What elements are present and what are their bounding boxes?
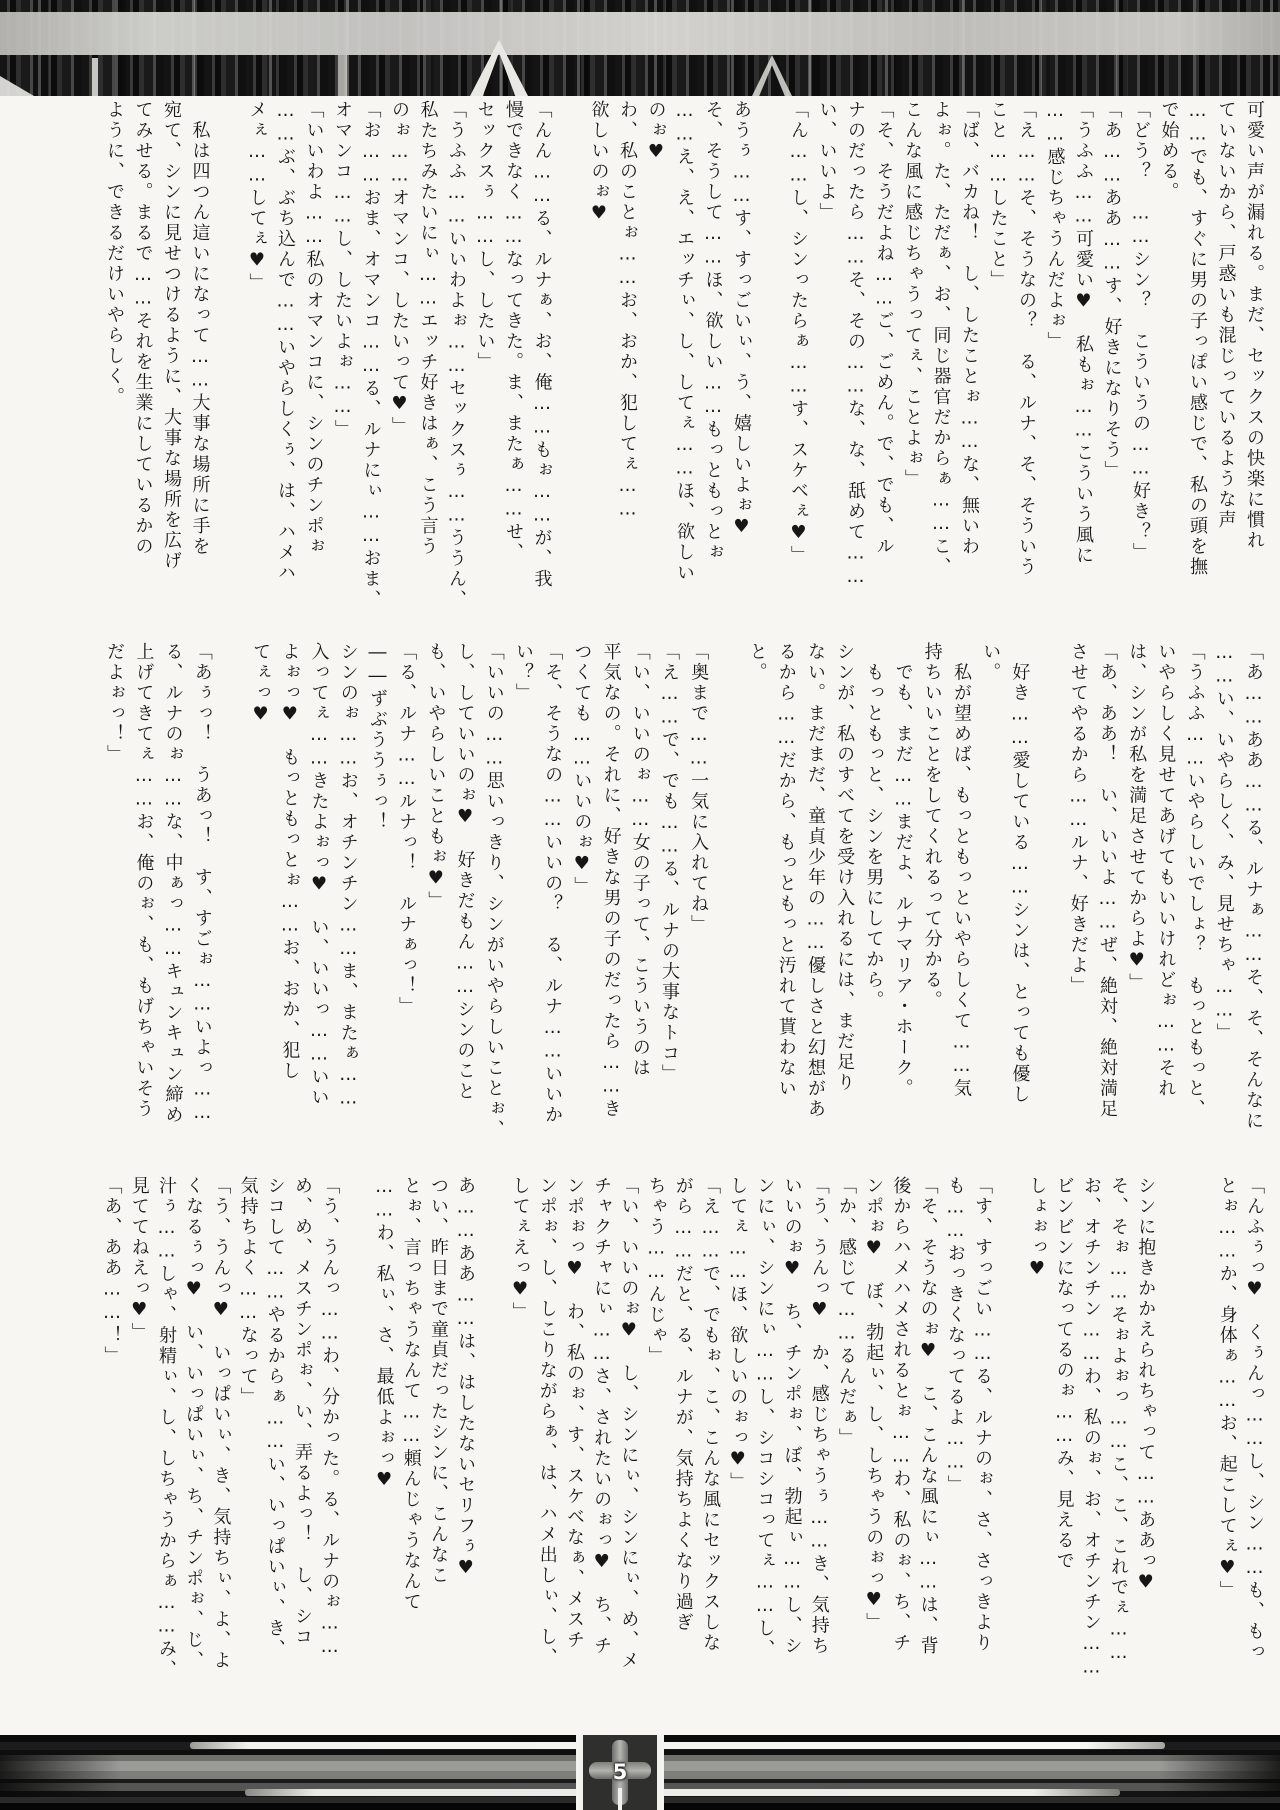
text-column: るから……だから、もっともっと汚れて貰わない: [775, 642, 797, 1099]
text-column: のぉ……オマンコ、したいって♥」: [389, 100, 410, 437]
text-column: 気持ちよく……なって」: [237, 1176, 259, 1408]
banner-stripe-decor: [190, 1742, 1165, 1749]
text-band-2: [85, 642, 1268, 1142]
text-column: 「あ……ああ……る、ルナぁ……そ、そ、そんなに: [1243, 642, 1264, 1132]
text-column: 「うふふ……可愛い♥ 私もぉ……こういう風に: [1073, 100, 1094, 566]
text-column: い。: [980, 642, 1002, 683]
text-column: 私が望めば、もっともっといやらしくて……気: [950, 642, 972, 1099]
text-column: 「あ……ああ……す、好きになりそう」: [1101, 100, 1123, 481]
text-column: 「え……で、でもぉ、こ、こんな風にセックスしな: [699, 1176, 721, 1654]
text-column: [217, 642, 246, 1142]
text-column: 欲しいのぉ♥: [588, 100, 610, 226]
text-column: オマンコ……し、したいよぉ……」: [332, 100, 353, 440]
text-column: シンのぉ……お、オチンチン……ま、またぁ……: [337, 642, 359, 1111]
text-column: 汁ぅ……しゃ、射精ぃ、し、しちゃうからぁ……み、: [155, 1176, 177, 1680]
text-column: [1159, 1176, 1186, 1691]
text-column: 「あ、ああ……！」: [101, 1176, 123, 1367]
text-column: ……わ、私ぃ、さ、最低よぉっ♥: [373, 1176, 395, 1493]
text-column: つくても……いいのぉ♥」: [571, 642, 593, 897]
text-column: メぇ……してぇ♥」: [246, 100, 268, 294]
text-column: 「ば、バカね！ し、したことぉ……な、無いわ: [959, 100, 980, 557]
text-column: わ、私のことぉ……お、おか、犯してぇ……: [617, 100, 638, 522]
photo-highlight-decor: [92, 58, 98, 96]
text-column: ――ずぶううぅっ！: [366, 642, 388, 833]
text-column: くなるぅっ♥ い、いっぱいぃ、ち、チンポぉ、じ、: [183, 1176, 205, 1671]
text-column: 「そ、そうだよね……ご、ごめん。で、でも、ル: [873, 100, 895, 557]
text-column: いいのぉ♥ ち、チンポぉ、ぼ、勃起ぃ……し、シ: [781, 1176, 803, 1657]
text-column: [713, 642, 742, 1142]
text-column: [479, 1176, 506, 1691]
text-column: とぉ……か、身体ぁ……お、起こしてぇ♥」: [1216, 1176, 1238, 1601]
text-column: 「か、感じて……るんだぁ」: [836, 1176, 857, 1449]
text-column: あ……ああ……は、はしたないセリフぅ♥: [455, 1176, 477, 1581]
text-column: してぇ……ほ、欲しいのぉっ♥」: [727, 1176, 749, 1493]
text-column: 「そ、そうなの……いいの？ る、ルナ……いいか: [542, 642, 564, 1126]
text-column: こと……したこと」: [987, 100, 1009, 291]
text-column: だよぉっ！」: [104, 642, 126, 765]
text-column: る、ルナのぉ……な、中ぁっ……キュンキュン締め: [162, 642, 184, 1126]
text-column: お、オチンチン……わ、私のぉ、お、オチンチン……: [1080, 1176, 1102, 1680]
text-column: 「うふふ……いいわよぉ……セックスぅ……ううん、: [446, 100, 467, 610]
text-column: 「え……そ、そうなの？ る、ルナ、そ、そういう: [1016, 100, 1037, 578]
text-column: よぉっ♥ もっともっとぉ……お、おか、犯し: [279, 642, 301, 1082]
bottom-photo-banner: [0, 1735, 1280, 1810]
text-column: は、シンが私を満足させてからよ♥」: [1126, 642, 1148, 994]
text-column: 「いいわよ……私のオマンコに、シンのチンポぉ: [303, 100, 325, 557]
banner-stripe-decor: [245, 1789, 1120, 1796]
text-column: 宛て、シンに見せつけるように、大事な場所を広げ: [161, 100, 182, 572]
photo-light-band-decor: [0, 12, 1280, 55]
text-column: あうぅ……す、すっごいぃ、う、嬉しいよぉ♥: [731, 100, 752, 540]
text-column: チャクチャにぃ……さ、されたいのぉっ♥ ち、チ: [591, 1176, 613, 1657]
text-column: ンにぃ、シンにぃ……し、シコシコってぇ……し、: [754, 1176, 776, 1660]
text-band-1: [85, 100, 1268, 645]
text-column: [1034, 642, 1063, 1142]
text-column: もっともっと、シンを男にしてから。: [863, 642, 885, 1011]
text-column: 平気なの。それに、好きな男の子のだったら……き: [600, 642, 622, 1120]
text-column: ビンビンになってるのぉ……み、見えるで: [1053, 1176, 1075, 1572]
text-column: 「んふぅっ♥ くぅんっ……し、シン……も、もっ: [1244, 1176, 1265, 1663]
text-column: ンポぉ♥ ぼ、勃起ぃ、し、しちゃうのぉっ♥」: [863, 1176, 885, 1633]
text-column: 慢できなく……なってきた。ま、またぁ……せ、: [503, 100, 524, 563]
text-column: てみせる。まるで……それを生業にしているかの: [132, 100, 154, 557]
page-number: 5: [612, 1759, 628, 1784]
text-column: セックスぅ……し、したい」: [474, 100, 496, 373]
text-band-3: [85, 1176, 1268, 1691]
text-column: で始める。: [1158, 100, 1180, 203]
text-column: つい、昨日まで童貞だったシンに、こんなこ: [427, 1176, 449, 1586]
text-column: 「どう？ ……シン？ こういうの……好き？」: [1130, 100, 1151, 563]
text-column: 上げてきてぇ……お、俺のぉ、も、もげちゃいそう: [133, 642, 155, 1120]
text-column: と。: [746, 642, 768, 683]
text-column: ンポぉ、し、しこりながらぁ、は、ハメ出しぃ、し、: [536, 1176, 558, 1668]
text-column: よぉ。た、ただぁ、お、同じ器官だからぁ……こ、: [930, 100, 952, 578]
text-column: 私は四つん這いになって……大事な場所に手を: [189, 100, 211, 557]
text-column: ……ぶ、ぶち込んで……いやらしくぅ、は、ハメハ: [275, 100, 296, 584]
top-photo-banner: [0, 0, 1280, 96]
text-column: ちゃう……んじゃ」: [645, 1176, 667, 1367]
text-column: てぇっ♥: [250, 642, 272, 727]
text-column: がら……だと、る、ルナが、気持ちよくなり過ぎ: [672, 1176, 694, 1633]
text-column: 見ててねえっ♥」: [128, 1176, 150, 1343]
text-column: しょぉっ♥: [1026, 1176, 1048, 1282]
text-column: も……おっきくなってるよ……」: [944, 1176, 966, 1496]
text-column: 「奥まで……一気に入れてね」: [688, 642, 710, 935]
text-column: も、いやらしいこともぉ♥」: [425, 642, 447, 912]
text-column: 「あぅっ！ うあっ！ す、すごぉ……いよっ……: [191, 642, 213, 1126]
text-column: 持ちいいことをしてくれるって分かる。: [921, 642, 943, 1011]
text-column: ……でも、すぐに男の子っぽい感じで、私の頭を撫: [1187, 100, 1208, 578]
text-column: ない。まだまだ、童貞少年の……優しさと幻想があ: [804, 642, 826, 1120]
text-column: 私たちみたいにぃ……エッチ好きはぁ、こう言う: [417, 100, 439, 557]
text-column: 「う、うんっ♥ いっぱいぃ、き、気持ちぃ、よ、よ: [210, 1176, 232, 1671]
text-column: 「う、うんっ♥ か、感じちゃうぅ……き、気持ち: [808, 1176, 830, 1657]
text-column: い、いいよ」: [816, 100, 838, 223]
photo-highlight-decor: [338, 55, 347, 96]
banner-fade-decor: [0, 1755, 120, 1797]
cross-stem-decor: [618, 1788, 622, 1810]
text-column: シンが、私のすべてを受け入れるには、まだ足り: [834, 642, 856, 1093]
text-column: [556, 100, 585, 645]
text-column: させてやるから……ルナ、好きだよ」: [1067, 642, 1089, 997]
text-column: とぉ、言っちゃうなんて……頼んじゃうなんて: [400, 1176, 422, 1613]
text-column: こんな風に感じちゃうってぇ、ことよぉ」: [902, 100, 923, 490]
text-column: 「る、ルナ……ルナっ！ ルナぁっ！」: [396, 642, 418, 1017]
text-column: し、していいのぉ♥ 好きだもん……シンのこと: [454, 642, 476, 1102]
text-column: 可愛い声が漏れる。まだ、セックスの快楽に慣れ: [1244, 100, 1265, 551]
text-column: 「んん……る、ルナぁ、お、俺……もぉ……が、我: [531, 100, 553, 590]
text-column: [755, 100, 784, 645]
text-column: 「い、いいのぉ♥ し、シンにぃ、シンにぃ、め、メ: [618, 1176, 640, 1671]
banner-fade-decor: [1160, 1755, 1280, 1797]
text-column: い？」: [512, 642, 534, 704]
text-column: 後からハメハメされるとぉ……わ、私のぉ、ち、チ: [890, 1176, 912, 1654]
text-column: 入ってぇ……きたよぉっ♥ い、いいっ……いい: [308, 642, 330, 1108]
text-column: [343, 1176, 370, 1691]
text-column: そ、そうして……ほ、欲しい……もっともっとぉ: [702, 100, 724, 563]
text-column: ……え、え、エッチぃ、し、してぇ……ほ、欲しい: [674, 100, 695, 584]
text-column: 「ん……し、シンったらぁ……す、スケベぇ♥」: [788, 100, 809, 566]
text-column: 「い、いいのぉ……女の子って、こういうのは: [629, 642, 651, 1079]
text-column: 「そ、そうなのぉ♥ こ、こんな風にぃ……は、背: [917, 1176, 939, 1657]
text-column: そ、そぉ……そぉよぉっ……こ、こ、これでぇ……: [1108, 1176, 1130, 1666]
text-column: シンに抱きかかえられちゃって……ああっ♥: [1135, 1176, 1157, 1595]
text-column: 「あ、ああ！ い、いいよ……ぜ、絶対、絶対満足: [1096, 642, 1118, 1120]
text-column: 「お……おま、オマンコ……る、ルナにぃ……おま、: [360, 100, 382, 610]
text-column: 「う、うんっ……わ、分かった。る、ルナのぉ……: [319, 1176, 341, 1660]
text-column: め、め、メスチンポぉ、い、弄るよっ！ し、シコ: [291, 1176, 313, 1648]
text-column: シコして……やるからぁ……い、いっぱいぃ、き、: [264, 1176, 286, 1660]
page-number-box: [576, 1735, 664, 1810]
text-column: ンポぉっ♥ わ、私のぉ、す、スケベなぁ、メスチ: [563, 1176, 585, 1651]
text-column: ……感じちゃうんだよぉ」: [1044, 100, 1066, 352]
text-column: ていないから、戸惑いも混じっているような声: [1215, 100, 1237, 531]
text-column: ……い、いやらしく、み、見せちゃ……」: [1213, 642, 1235, 1044]
text-column: 「いいの……思いっきり、シンがいやらしいことぉ、: [483, 642, 505, 1140]
text-column: 「え……で、でも……る、ルナの大事なトコ」: [658, 642, 680, 1085]
text-column: してぇえっ♥」: [509, 1176, 531, 1323]
text-column: 「うふふ……いやらしいでしょ？ もっともっと、: [1184, 642, 1206, 1120]
text-column: 「す、すっごい……る、ルナのぉ、さ、さっきより: [972, 1176, 994, 1654]
text-column: [214, 100, 243, 645]
text-column: [996, 1176, 1023, 1691]
text-column: ように、できるだけいやらしく。: [104, 100, 125, 408]
text-column: ナのだったら……そ、その……な、な、舐めて……: [845, 100, 866, 590]
text-column: [1186, 1176, 1213, 1691]
text-column: 好き……愛している……シンは、とっても優し: [1009, 642, 1031, 1105]
text-column: でも、まだ……まだよ、ルナマリア・ホーク。: [892, 642, 914, 1099]
text-column: のぉ♥: [645, 100, 667, 165]
text-column: いやらしく見せてあげてもいいけれどぉ……それ: [1155, 642, 1177, 1099]
